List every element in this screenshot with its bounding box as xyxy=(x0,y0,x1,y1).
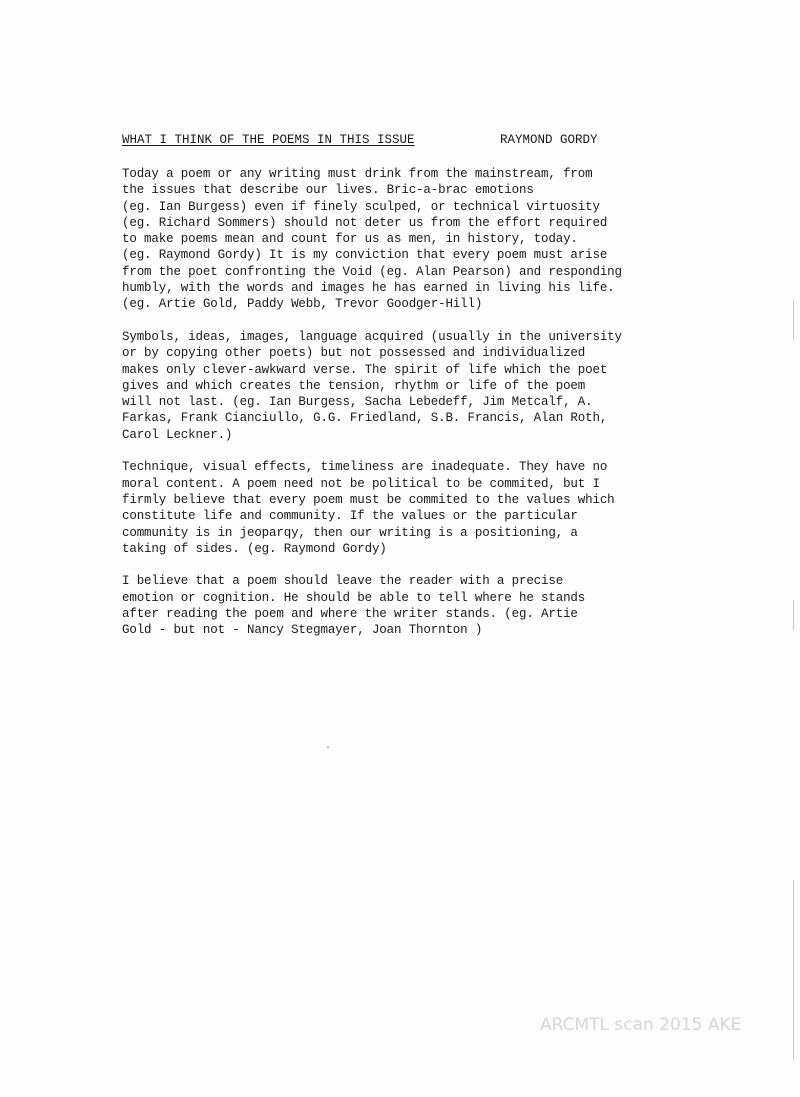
text-line: Carol Leckner.) xyxy=(122,427,233,442)
text-line: Technique, visual effects, timeliness are inadequate. They have no xyxy=(122,460,608,475)
text-line: after reading the poem and where the writer stands. (eg. Artie xyxy=(122,607,578,622)
text-line: (eg. Ian Burgess) even if finely sculped, or technical virtuosity xyxy=(122,199,600,214)
scan-watermark: ARCMTL scan 2015 AKE xyxy=(540,1015,742,1035)
article-author: RAYMOND GORDY xyxy=(500,133,598,147)
text-line: constitute life and community. If the values or the particular xyxy=(122,509,578,524)
article-header xyxy=(122,132,682,148)
scan-edge-mark xyxy=(793,880,794,1060)
text-line: (eg. Richard Sommers) should not deter us from the effort required xyxy=(122,215,608,230)
text-line: will not last. (eg. Ian Burgess, Sacha Lebedeff, Jim Metcalf, A. xyxy=(122,395,593,410)
text-line: makes only clever-awkward verse. The spirit of life which the poet xyxy=(122,362,608,377)
text-line: Gold - but not - Nancy Stegmayer, Joan Thornton ) xyxy=(122,623,483,638)
text-line: humbly, with the words and images he has earned in living his life. xyxy=(122,281,615,296)
scan-speck xyxy=(327,746,329,748)
article-title: WHAT I THINK OF THE POEMS IN THIS ISSUE xyxy=(122,133,415,147)
text-line: gives and which creates the tension, rhythm or life of the poem xyxy=(122,378,586,393)
text-line: or by copying other poets) but not possessed and individualized xyxy=(122,346,586,361)
text-line: (eg. Artie Gold, Paddy Webb, Trevor Goodger-Hill) xyxy=(122,297,483,312)
paragraph-3 xyxy=(122,459,702,557)
text-line: firmly believe that every poem must be commited to the values which xyxy=(122,492,615,507)
text-line: the issues that describe our lives. Bric-a-brac emotions xyxy=(122,183,534,198)
text-line: to make poems mean and count for us as men, in history, today. xyxy=(122,232,578,247)
paragraph-2 xyxy=(122,329,702,443)
paragraph-4 xyxy=(122,573,702,638)
paragraph-1 xyxy=(122,166,702,313)
text-line: emotion or cognition. He should be able to tell where he stands xyxy=(122,590,586,605)
text-line: Symbols, ideas, images, language acquired (usually in the university xyxy=(122,329,622,344)
scan-edge-mark xyxy=(793,300,794,340)
text-line: Today a poem or any writing must drink from the mainstream, from xyxy=(122,167,593,181)
text-line: from the poet confronting the Void (eg. Alan Pearson) and responding xyxy=(122,264,622,279)
text-line: moral content. A poem need not be political to be commited, but I xyxy=(122,476,600,491)
text-line: (eg. Raymond Gordy) It is my conviction that every poem must arise xyxy=(122,248,608,263)
text-line: community is in jeoparqy, then our writing is a positioning, a xyxy=(122,525,578,540)
text-line: I believe that a poem should leave the reader with a precise xyxy=(122,574,564,589)
text-line: Farkas, Frank Cianciullo, G.G. Friedland, S.B. Francis, Alan Roth, xyxy=(122,411,608,426)
text-line: taking of sides. (eg. Raymond Gordy) xyxy=(122,541,387,556)
article-body xyxy=(122,166,702,655)
scan-edge-mark xyxy=(793,600,794,630)
